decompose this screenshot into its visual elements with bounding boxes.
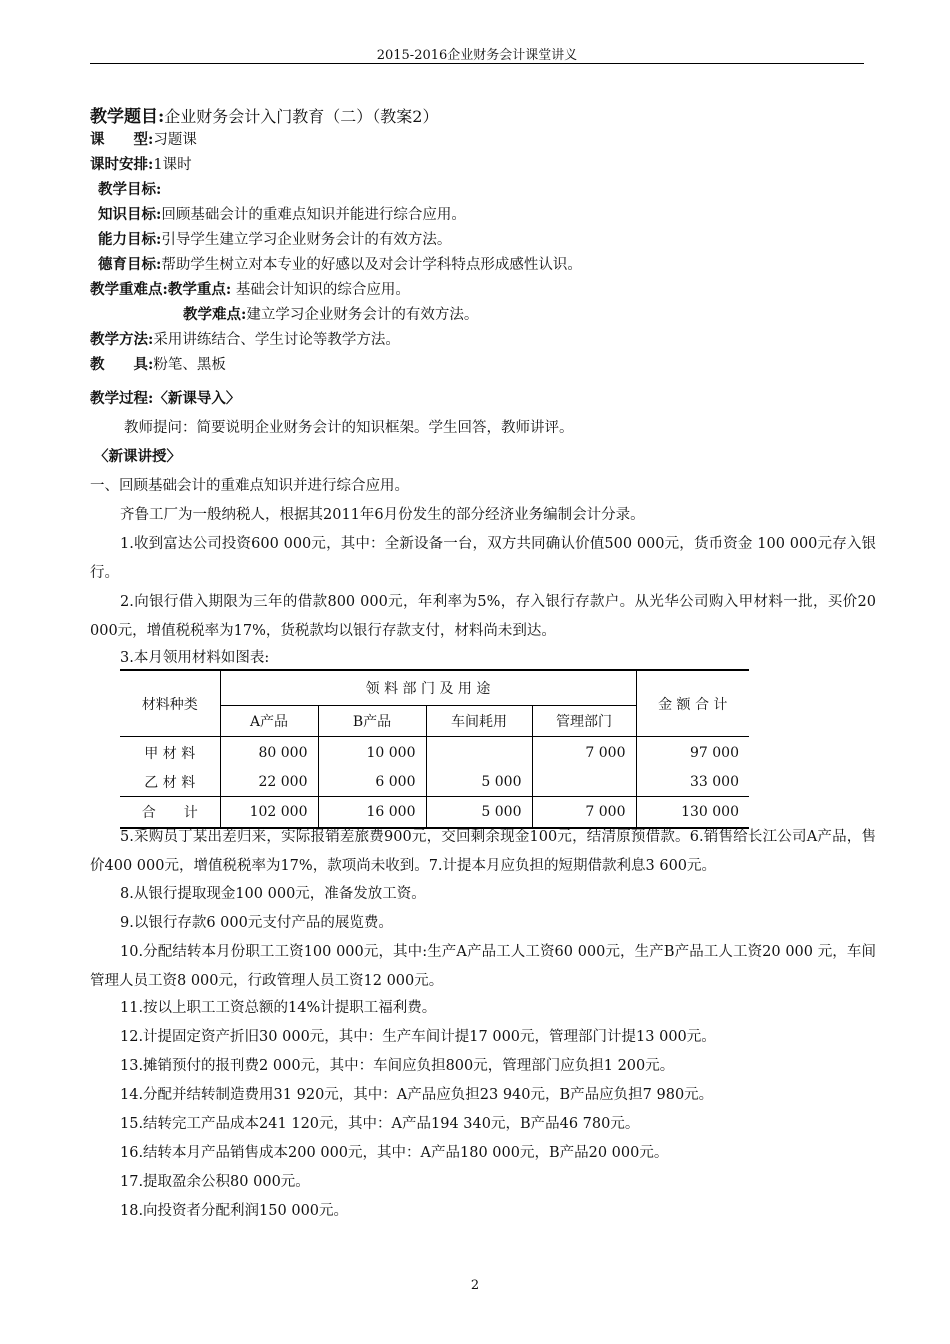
teaching-method bbox=[90, 330, 400, 350]
cell-name: 乙 材 料 bbox=[120, 768, 220, 797]
cell-value: 33 000 bbox=[636, 768, 749, 797]
cell-value: 7 000 bbox=[532, 737, 636, 769]
key-points-label: 教学重难点: bbox=[90, 281, 168, 298]
meta-moral bbox=[98, 255, 582, 275]
table-row bbox=[120, 768, 749, 797]
key-points bbox=[90, 280, 410, 300]
meta-text: 帮助学生树立对本专业的好感以及对会计学科特点形成感性认识。 bbox=[161, 257, 582, 273]
header-rule bbox=[90, 63, 864, 64]
cell-value bbox=[426, 737, 532, 769]
item-9: 9.以银行存款6 000元支付产品的展览费。 bbox=[120, 915, 393, 931]
item-15: 15.结转完工产品成本241 120元，其中：A产品194 340元，B产品46 780元。 bbox=[120, 1116, 640, 1132]
process-heading bbox=[90, 389, 240, 409]
item-13: 13.摊销预付的报刊费2 000元，其中：车间应负担800元，管理部门应负担1 200元。 bbox=[120, 1058, 675, 1074]
cell-value: 10 000 bbox=[318, 737, 426, 769]
meta-type bbox=[90, 130, 197, 150]
case-intro: 齐鲁工厂为一般纳税人，根据其2011年6月份发生的部分经济业务编制会计分录。 bbox=[120, 507, 645, 523]
item-17: 17.提取盈余公积80 000元。 bbox=[120, 1174, 310, 1190]
teaching-tools bbox=[90, 355, 226, 375]
meta-label: 教学目标: bbox=[98, 181, 162, 198]
method-label: 教学方法: bbox=[90, 331, 154, 348]
col-header-material: 材料种类 bbox=[120, 670, 220, 737]
material-usage-table bbox=[120, 669, 749, 829]
part-one-heading: 一、回顾基础会计的重难点知识并进行综合应用。 bbox=[90, 478, 409, 494]
cell-value: 97 000 bbox=[690, 744, 739, 761]
meta-text: 回顾基础会计的重难点知识并能进行综合应用。 bbox=[161, 207, 466, 223]
cell-value: 5 000 bbox=[426, 797, 532, 829]
title-label: 教学题目: bbox=[90, 107, 165, 127]
cell-value: 6 000 bbox=[318, 768, 426, 797]
item-18: 18.向投资者分配利润150 000元。 bbox=[120, 1203, 349, 1219]
meta-hours bbox=[90, 155, 192, 175]
meta-label: 知识目标: bbox=[98, 206, 162, 223]
meta-label: 课 型: bbox=[90, 131, 154, 148]
key-text: 基础会计知识的综合应用。 bbox=[231, 282, 410, 298]
diff-text: 建立学习企业财务会计的有效方法。 bbox=[246, 307, 479, 323]
cell-name: 合 计 bbox=[120, 797, 220, 829]
cell-value bbox=[532, 768, 636, 797]
cell-value: 80 000 bbox=[220, 737, 318, 769]
section-lecture: 〈新课讲授〉 bbox=[94, 448, 181, 465]
meta-label: 能力目标: bbox=[98, 231, 162, 248]
meta-text: 1课时 bbox=[153, 157, 192, 173]
cell-value: 5 000 bbox=[426, 768, 532, 797]
item-11: 11.按以上职工工资总额的14%计提职工福利费。 bbox=[120, 1000, 437, 1016]
meta-text: 引导学生建立学习企业财务会计的有效方法。 bbox=[161, 232, 452, 248]
page-header: 2015-2016企业财务会计课堂讲义 bbox=[376, 48, 578, 63]
col-header-dept: 领 料 部 门 及 用 途 bbox=[220, 670, 636, 706]
meta-ability bbox=[98, 230, 451, 250]
table-row bbox=[120, 737, 749, 769]
method-text: 采用讲练结合、学生讨论等教学方法。 bbox=[153, 332, 400, 348]
item-16: 16.结转本月产品销售成本200 000元，其中：A产品180 000元，B产品20 000元。 bbox=[120, 1145, 669, 1161]
process-label: 教学过程: bbox=[90, 390, 154, 407]
sub-header: A产品 bbox=[220, 706, 318, 737]
item-2: 2.向银行借入期限为三年的借款800 000元，年利率为5%，存入银行存款户。从光华公司购入甲材料一批，买价20 000元，增值税税率为17%，货税款均以银行存款支付，材料尚未到达。 bbox=[90, 594, 876, 639]
meta-label: 德育目标: bbox=[98, 256, 162, 273]
page-number: 2 bbox=[470, 1278, 480, 1293]
item-14: 14.分配并结转制造费用31 920元，其中：A产品应负担23 940元，B产品应负担7 980元。 bbox=[120, 1087, 714, 1103]
intro-text: 教师提问：简要说明企业财务会计的知识框架。学生回答，教师讲评。 bbox=[124, 420, 574, 436]
cell-value: 102 000 bbox=[220, 797, 318, 829]
key-label: 教学重点: bbox=[167, 281, 232, 298]
cell-value: 16 000 bbox=[318, 797, 426, 829]
item-10: 10.分配结转本月份职工工资100 000元，其中:生产A产品工人工资60 000元，生产B产品工人工资20 000 元，车间管理人员工资8 000元，行政管理人员工资12 000元。 bbox=[90, 944, 876, 989]
sub-header: B产品 bbox=[318, 706, 426, 737]
item-8: 8.从银行提取现金100 000元，准备发放工资。 bbox=[120, 886, 426, 902]
sub-header: 车间耗用 bbox=[426, 706, 532, 737]
item-12: 12.计提固定资产折旧30 000元，其中：生产车间计提17 000元，管理部门计提13 000元。 bbox=[120, 1029, 716, 1045]
col-header-total: 金 额 合 计 bbox=[636, 670, 749, 737]
item-3: 3.本月领用材料如图表: bbox=[120, 650, 270, 666]
tools-label: 教 具: bbox=[90, 356, 154, 373]
cell-value: 22 000 bbox=[220, 768, 318, 797]
sub-header: 管理部门 bbox=[532, 706, 636, 737]
lesson-title bbox=[90, 107, 438, 128]
meta-text: 习题课 bbox=[153, 132, 197, 148]
item-1: 1.收到富达公司投资600 000元，其中：全新设备一台，双方共同确认价值500 000元，货币资金 100 000元存入银行。 bbox=[90, 536, 876, 581]
section-intro: 〈新课导入〉 bbox=[153, 390, 241, 407]
meta-knowledge bbox=[98, 205, 466, 225]
diff-label: 教学难点: bbox=[183, 306, 247, 323]
cell-value: 7 000 bbox=[532, 797, 636, 829]
cell-value: 130 000 bbox=[681, 804, 739, 820]
title-text: 企业财务会计入门教育（二）（教案2） bbox=[164, 107, 439, 126]
tools-text: 粉笔、黑板 bbox=[153, 357, 226, 373]
cell-name: 甲 材 料 bbox=[120, 737, 220, 769]
meta-objectives bbox=[98, 180, 161, 200]
meta-label: 课时安排: bbox=[90, 156, 154, 173]
item-5-7: 5.采购员丁某出差归来，实际报销差旅费900元，交回剩余现金100元，结清原预借款。6.销售给长江公司A产品，售价400 000元，增值税税率为17%，款项尚未收到。7.计提本月应负担的短期借款利息3 600元。 bbox=[90, 829, 876, 874]
difficult-points bbox=[183, 305, 478, 325]
